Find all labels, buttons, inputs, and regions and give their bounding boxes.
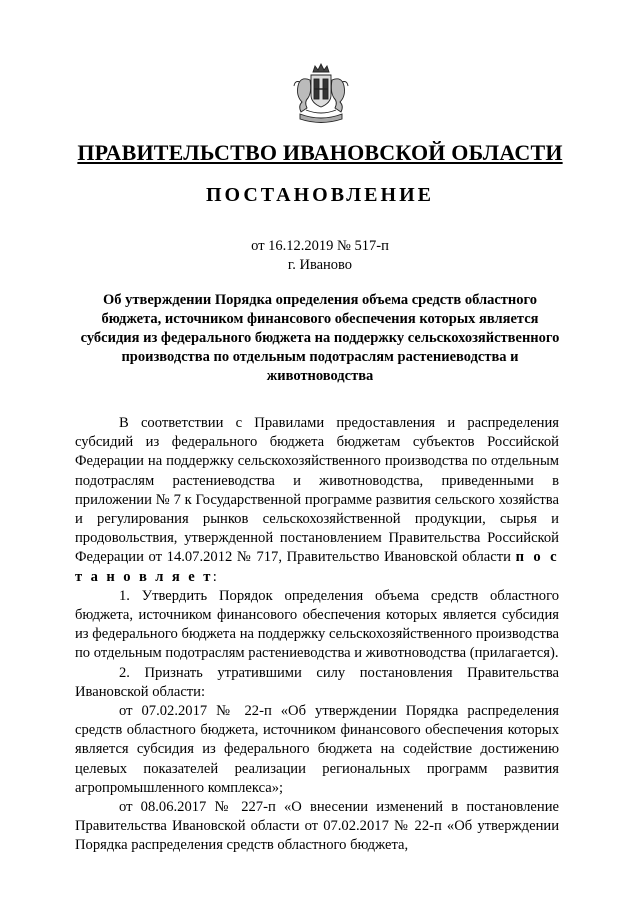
item-1: 1. Утвердить Порядок определения объема средств областного бюджета, источником финансового обеспечения которых является субсидия из федерального бюджета на поддержку сельскохозяйственного производства по отдельным подотраслям растениеводства и животноводства (прилагается). (75, 587, 559, 662)
date-block (0, 237, 640, 275)
document-type: ПОСТАНОВЛЕНИЕ (206, 184, 434, 206)
item-2-b: от 08.06.2017 № 227-п «О внесении изменений в постановление Правительства Ивановской области от 07.02.2017 № 22-п «Об утверждении Порядка распределения средств областного бюджета, (75, 799, 559, 854)
preamble-text: В соответствии с Правилами предоставления и распределения субсидий из федерального бюджета бюджетам субъектов Российской Федерации на поддержку сельскохозяйственного производства по отдельным подотраслям растениеводства и животноводства, приведенными в приложении № 7 к Государственной программе развития сельского хозяйства и регулирования рынков сельскохозяйственной продукции, сырья и продовольствия, утвержденной постановлением Правительства Российской Федерации от 14.07.2012 № 717, Правительство Ивановской области (75, 415, 559, 566)
decree-word: п о с т а н о в л я е т (75, 549, 560, 585)
date-number: от 16.12.2019 № 517-п (251, 238, 389, 254)
organization-name: ПРАВИТЕЛЬСТВО ИВАНОВСКОЙ ОБЛАСТИ (77, 140, 563, 165)
preamble-paragraph (75, 414, 559, 587)
decree-colon: : (212, 568, 217, 585)
item-2: 2. Признать утратившими силу постановления Правительства Ивановской области: (75, 664, 559, 700)
document-body (75, 414, 559, 856)
city: г. Иваново (287, 257, 353, 273)
document-title: Об утверждении Порядка определения объема средств областного бюджета, источником финансового обеспечения которых является субсидия из федерального бюджета на поддержку сельскохозяйственного производства по отдельным подотраслям растениеводства и животноводства (80, 292, 560, 384)
item-2-a: от 07.02.2017 № 22-п «Об утверждении Порядка распределения средств областного бюджета, источником финансового обеспечения которых является субсидия из федерального бюджета на содействие достижению целевых показателей реализации региональных программ развития агропромышленного комплекса»; (75, 703, 559, 796)
coat-of-arms-icon (292, 62, 350, 126)
